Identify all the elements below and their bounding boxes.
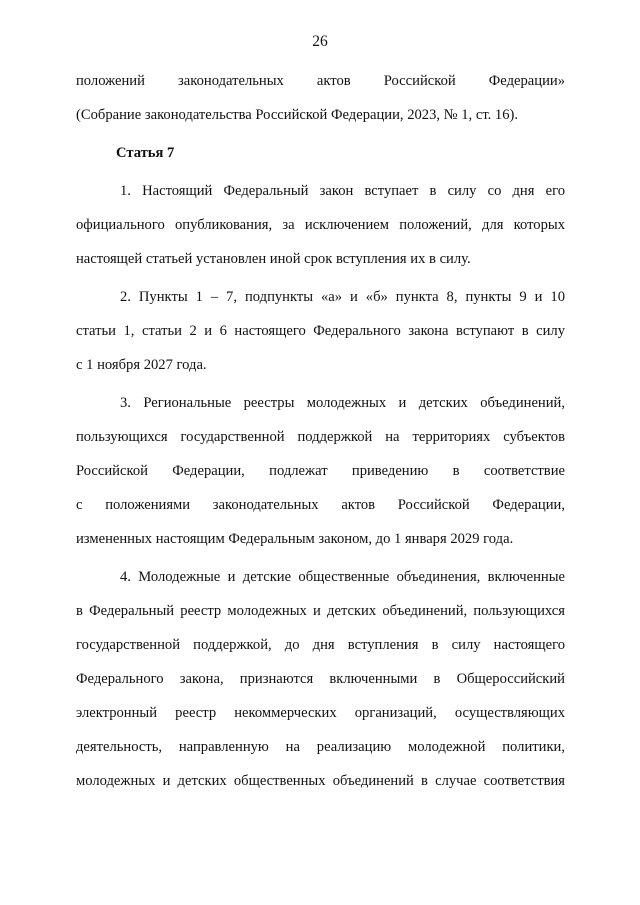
text-line: государственной поддержкой, до дня вступления в силу настоящего	[76, 637, 565, 653]
text-line: измененных настоящим Федеральным законом, до 1 января 2029 года.	[76, 531, 514, 547]
page-number: 26	[312, 33, 328, 50]
paragraph-1	[76, 174, 565, 276]
text-line: статьи 1, статьи 2 и 6 настоящего Федерального закона вступают в силу	[76, 323, 565, 339]
text-line: пользующихся государственной поддержкой на территориях субъектов	[76, 429, 565, 445]
text-line: деятельность, направленную на реализацию молодежной политики,	[76, 739, 565, 755]
text-line: 1. Настоящий Федеральный закон вступает в силу со дня его	[120, 183, 565, 199]
paragraph-4	[76, 560, 565, 798]
article-heading: Статья 7	[116, 145, 175, 161]
text-line: с положениями законодательных актов Российской Федерации,	[76, 497, 565, 513]
text-line: в Федеральный реестр молодежных и детских объединений, пользующихся	[76, 603, 565, 619]
text-line: молодежных и детских общественных объединений в случае соответствия	[76, 773, 565, 789]
text-line: электронный реестр некоммерческих организаций, осуществляющих	[76, 705, 565, 721]
text-line: 2. Пункты 1 – 7, подпункты «а» и «б» пункта 8, пункты 9 и 10	[120, 289, 565, 305]
text-line: настоящей статьей установлен иной срок вступления их в силу.	[76, 251, 471, 267]
text-line: 3. Региональные реестры молодежных и детских объединений,	[120, 395, 565, 411]
text-line: Федерального закона, признаются включенными в Общероссийский	[76, 671, 565, 687]
text-line: (Собрание законодательства Российской Федерации, 2023, № 1, ст. 16).	[76, 107, 519, 123]
text-line: 4. Молодежные и детские общественные объединения, включенные	[120, 569, 565, 585]
text-line: с 1 ноября 2027 года.	[76, 357, 207, 373]
document-body	[76, 64, 565, 798]
paragraph-2	[76, 280, 565, 382]
paragraph-3	[76, 386, 565, 556]
text-line: Российской Федерации, подлежат приведению в соответствие	[76, 463, 565, 479]
text-line: положений законодательных актов Российской Федерации»	[76, 73, 565, 89]
text-line: официального опубликования, за исключением положений, для которых	[76, 217, 565, 233]
